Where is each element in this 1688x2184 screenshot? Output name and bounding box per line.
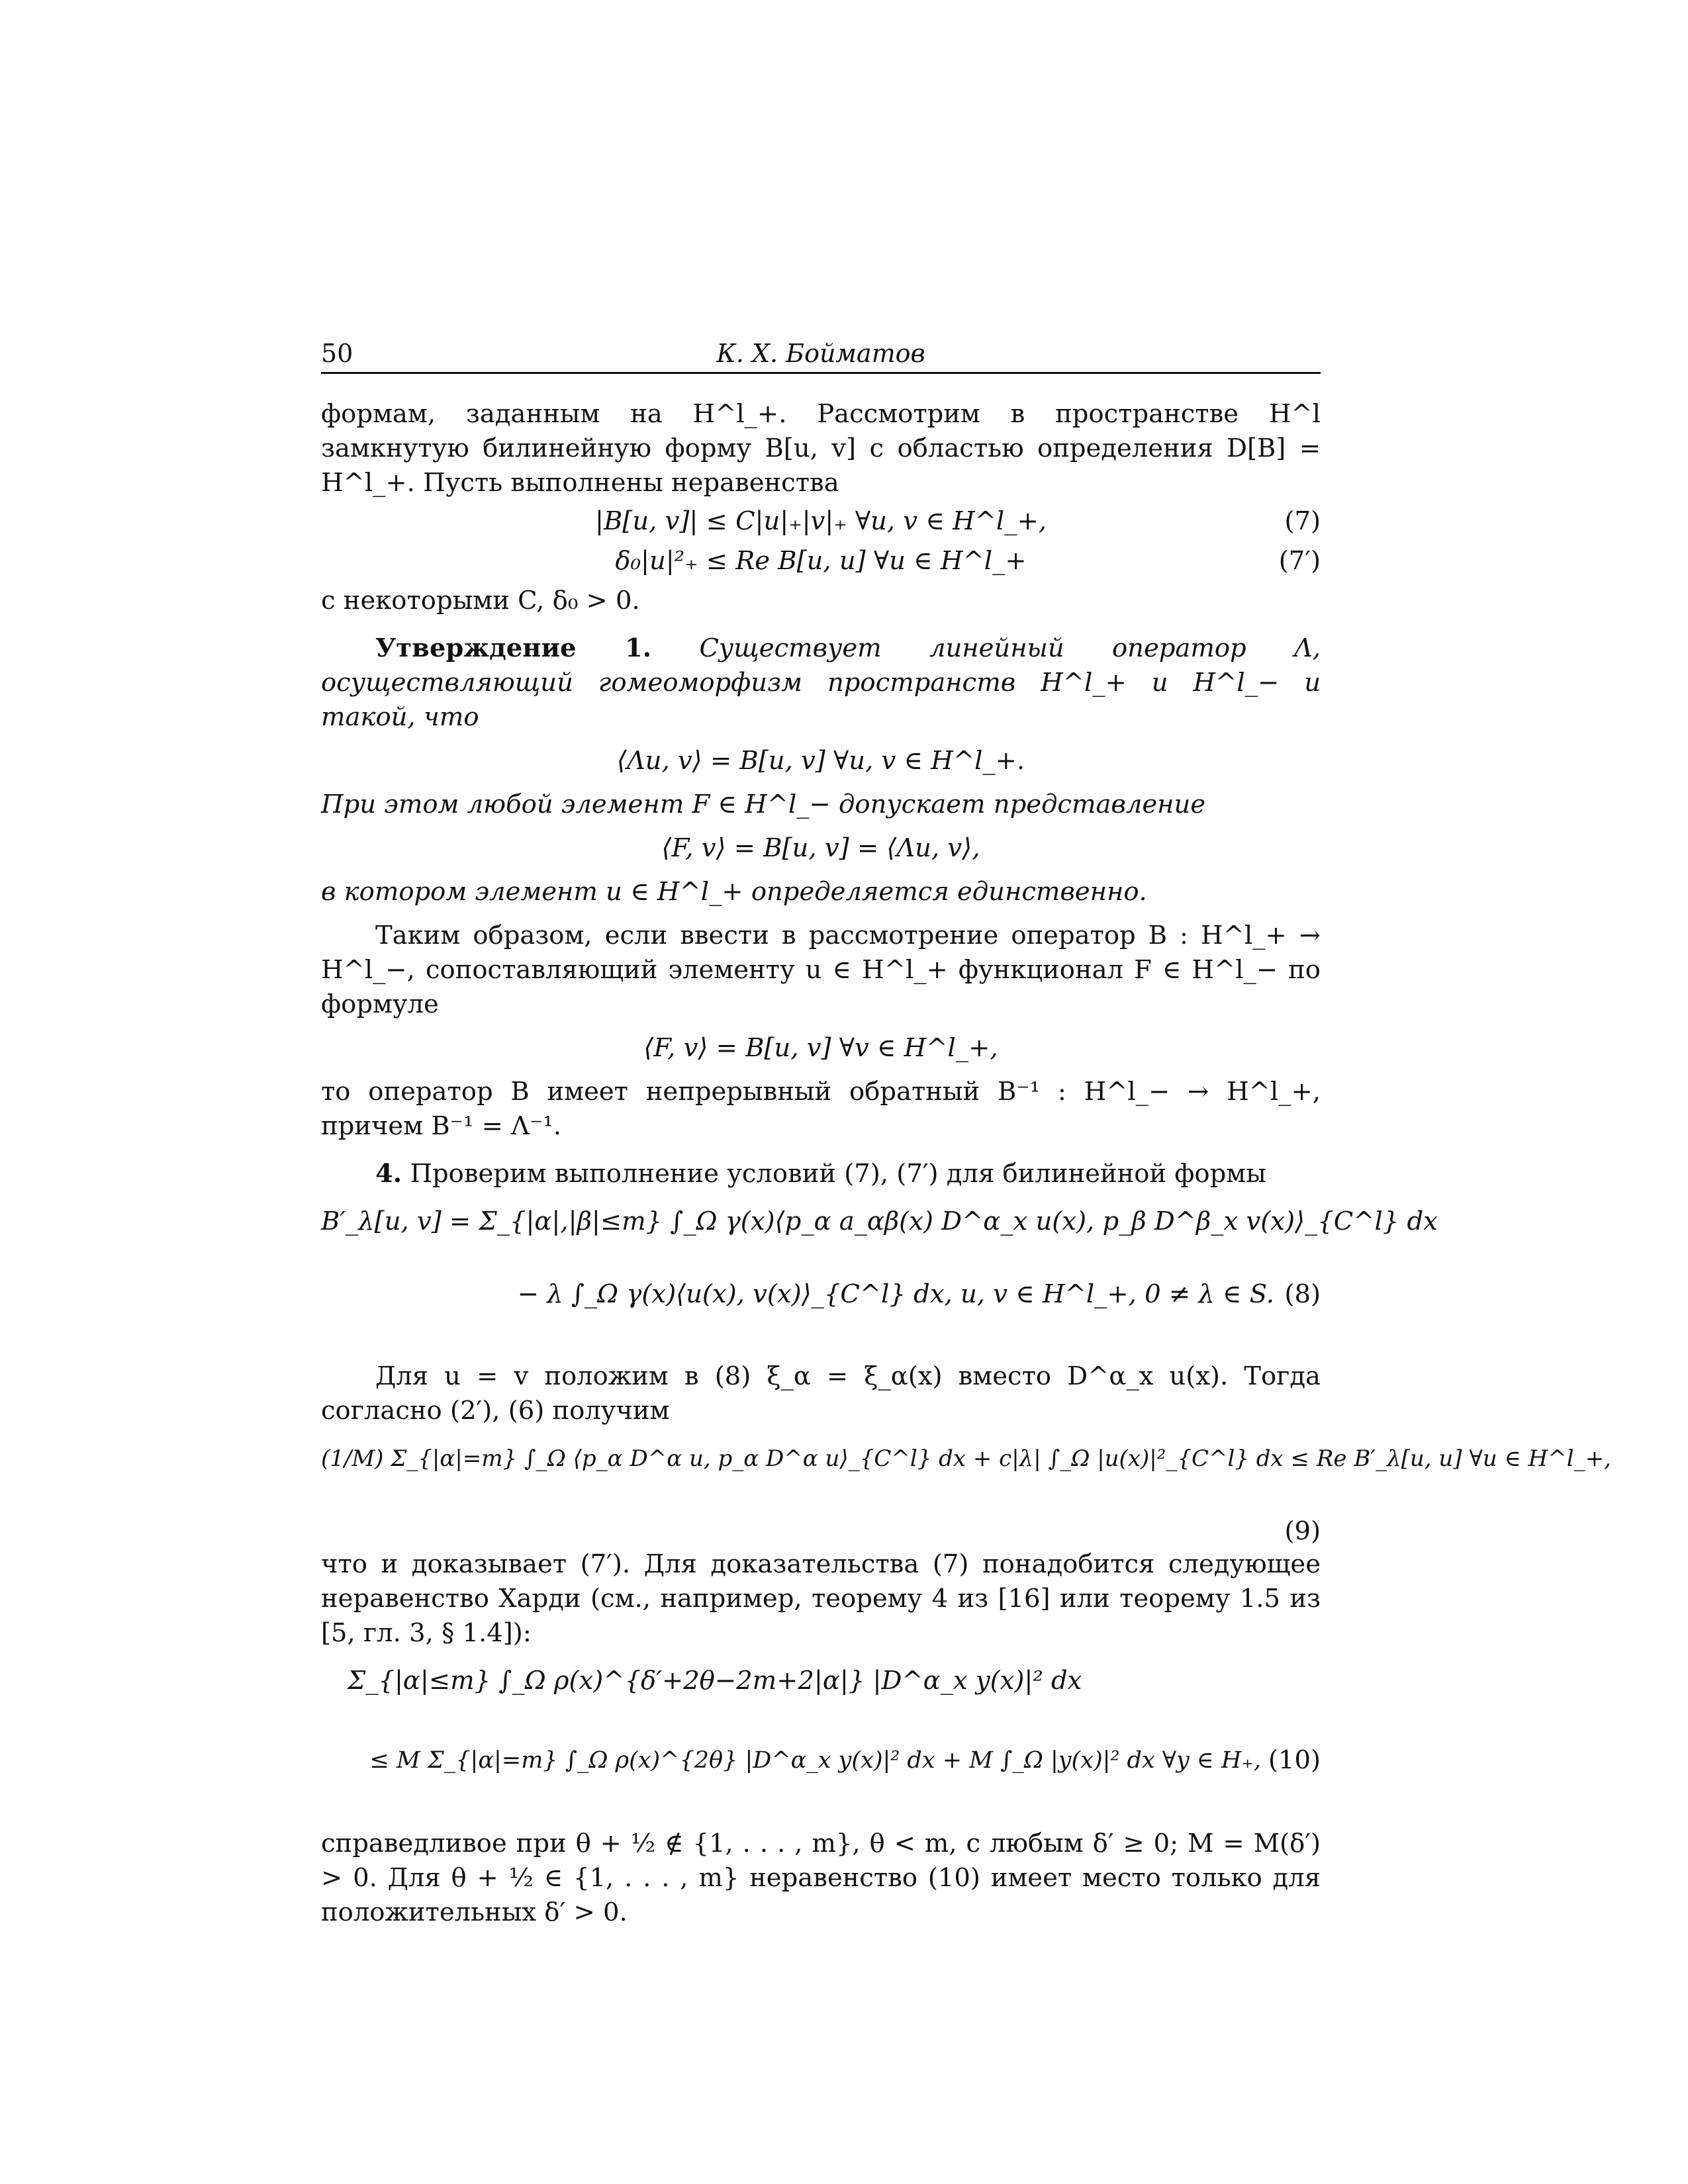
paragraph-operator: Таким образом, если ввести в рассмотрение оператор B : H^l_+ → H^l_−, сопоставляющий элементу u ∈ H^l_+ функционал F ∈ H^l_− по формуле (321, 921, 1321, 1019)
equation-7-prime-body: δ₀|u|²₊ ≤ Re B[u, u] ∀u ∈ H^l_+ (615, 546, 1027, 576)
equation-functional (321, 1031, 1321, 1071)
equation-10-line-1 (321, 1664, 1321, 1743)
equation-10-tag: (10) (1268, 1745, 1321, 1775)
equation-8-line-1-body: B′_λ[u, v] = Σ_{|α|,|β|≤m} ∫_Ω γ(x)⟨p_α a_αβ(x) D^α_x u(x), p_β D^β_x v(x)⟩_{C^l} dx (321, 1206, 1438, 1236)
equation-9-tag: (9) (1284, 1516, 1321, 1546)
paragraph-constants: с некоторыми C, δ₀ > 0. (321, 586, 640, 615)
equation-10-line-1-body: Σ_{|α|≤m} ∫_Ω ρ(x)^{δ′+2θ−2m+2|α|} |D^α_x y(x)|² dx (348, 1666, 1082, 1696)
statement-1 (321, 631, 1321, 735)
equation-9-body: (1/M) Σ_{|α|=m} ∫_Ω ⟨p_α D^α u, p_α D^α u⟩_{C^l} dx + c|λ| ∫_Ω |u(x)|²_{C^l} dx ≤ Re B′_λ[u, u] ∀u ∈ H^l_+, (321, 1445, 1611, 1472)
paragraph-hardy: что и доказывает (7′). Для доказательства (7) понадобится следующее неравенство Харди (см., например, теорему 4 из [16] или теорему 1.5 из [5, гл. 3, § 1.4]): (321, 1549, 1321, 1648)
paragraph-uniqueness: в котором элемент u ∈ H^l_+ определяется единственно. (321, 877, 1147, 907)
equation-10-line-2 (321, 1743, 1321, 1823)
header-rule (321, 372, 1321, 374)
equation-9 (321, 1441, 1611, 1514)
paragraph-validity: справедливое при θ + ½ ∉ {1, . . . , m}, θ < m, с любым δ′ ≥ 0; M = M(δ′) > 0. Для θ + ½ ∈ {1, . . . , m} неравенство (10) имеет место только для положительных δ′ > 0. (321, 1829, 1321, 1927)
section-4 (321, 1157, 1321, 1191)
equation-lambda-body: ⟨Λu, v⟩ = B[u, v] ∀u, v ∈ H^l_+. (616, 746, 1025, 776)
equation-8-line-2 (321, 1277, 1321, 1350)
page-number: 50 (321, 339, 353, 368)
equation-9-tag-row (321, 1514, 1321, 1547)
equation-8-line-1 (321, 1205, 1438, 1277)
equation-7-body: |B[u, v]| ≤ C|u|₊|v|₊ ∀u, v ∈ H^l_+, (595, 506, 1047, 536)
equation-lambda (321, 744, 1321, 784)
statement-text: Существует линейный оператор Λ, осуществляющий гомеоморфизм пространств H^l_+ и H^l_− и такой, что (321, 633, 1321, 732)
equation-representation (321, 831, 1321, 871)
running-header (321, 336, 1321, 369)
equation-10-line-2-body: ≤ M Σ_{|α|=m} ∫_Ω ρ(x)^{2θ} |D^α_x y(x)|² dx + M ∫_Ω |y(x)|² dx ∀y ∈ H₊, (369, 1747, 1261, 1774)
section-4-text: Проверим выполнение условий (7), (7′) для билинейной формы (410, 1159, 1266, 1189)
paragraph-inverse: то оператор B имеет непрерывный обратный B⁻¹ : H^l_− → H^l_+, причем B⁻¹ = Λ⁻¹. (321, 1077, 1321, 1141)
paragraph-representation: При этом любой элемент F ∈ H^l_− допускает представление (321, 790, 1206, 819)
equation-7-tag: (7) (1284, 506, 1321, 536)
paragraph-forms: формам, заданным на H^l_+. Рассмотрим в пространстве H^l замкнутую билинейную форму B[u, v] с областью определения D[B] = H^l_+. Пусть выполнены неравенства (321, 399, 1321, 498)
page-body (321, 397, 1611, 1930)
equation-7-prime-tag: (7′) (1278, 546, 1321, 576)
equation-functional-body: ⟨F, v⟩ = B[u, v] ∀v ∈ H^l_+, (643, 1033, 998, 1063)
equation-8-line-2-body: − λ ∫_Ω γ(x)⟨u(x), v(x)⟩_{C^l} dx, u, v ∈ H^l_+, 0 ≠ λ ∈ S. (517, 1279, 1274, 1309)
equation-7-prime (321, 544, 1321, 584)
running-author: К. Х. Бойматов (716, 339, 925, 368)
equation-7 (321, 504, 1321, 544)
section-4-number: 4. (375, 1159, 402, 1189)
paragraph-substitution: Для u = v положим в (8) ξ_α = ξ_α(x) вместо D^α_x u(x). Тогда согласно (2′), (6) получим (321, 1361, 1321, 1426)
equation-representation-body: ⟨F, v⟩ = B[u, v] = ⟨Λu, v⟩, (661, 833, 980, 863)
equation-8-tag: (8) (1284, 1279, 1321, 1309)
statement-label: Утверждение 1. (375, 633, 652, 663)
